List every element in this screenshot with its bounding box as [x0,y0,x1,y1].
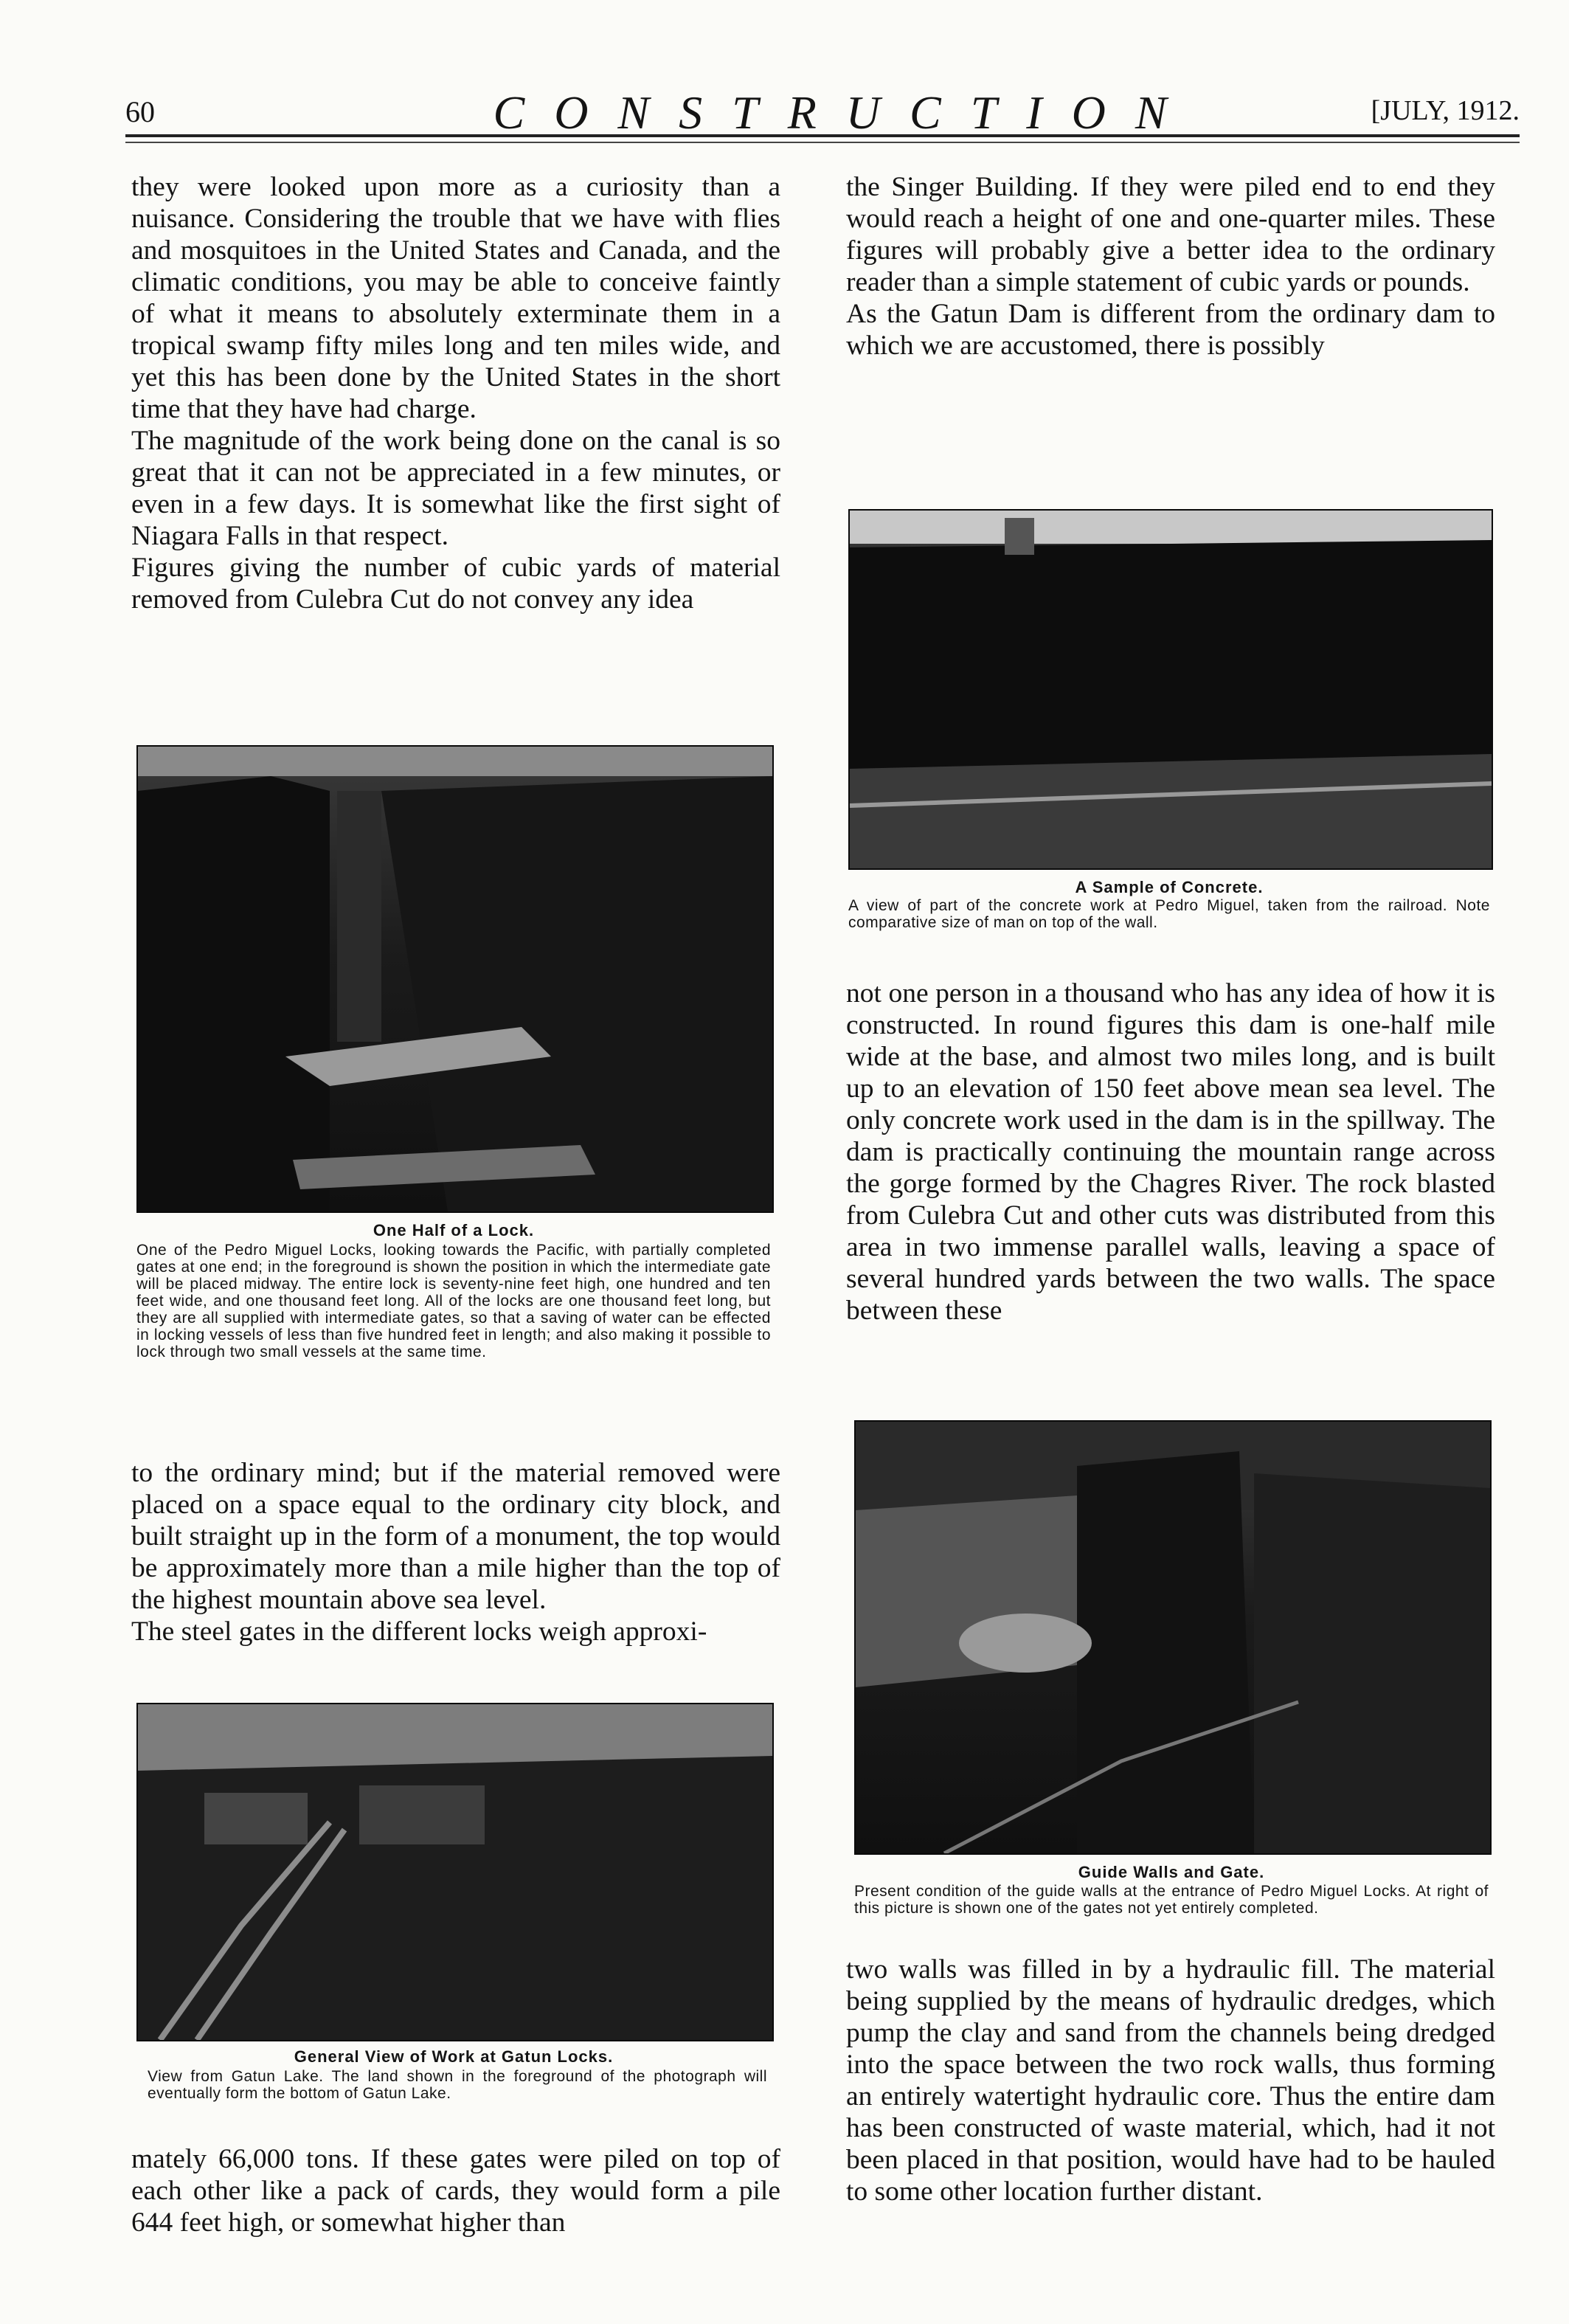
page-number: 60 [125,95,155,128]
col2-mid-text [846,978,1495,1327]
paragraph: the Singer Building. If they were piled end to end they would reach a height of one and one-quarter miles. These figures will probably give a better idea to the ordinary reader than a simple statement of cubic yards or pounds. [846,172,1495,297]
header-rule [125,142,1520,143]
photo-guide-title: Guide Walls and Gate. [1078,1863,1265,1881]
issue-date: [JULY, 1912. [1371,95,1520,126]
paragraph: Figures giving the number of cubic yards of material removed from Culebra Cut do not convey any idea [131,553,780,615]
paragraph: not one person in a thousand who has any idea of how it is constructed. In round figures this dam is one-half mile wide at the base, and almost two miles long, and is built up to an elevation of 150 feet above mean sea level. The only concrete work used in the dam is in the spillway. The dam is practically continuing the mountain range across the gorge formed by the Chagres River. The rock blasted from Culebra Cut and other cuts was distributed from this area in two immense parallel walls, leaving a space of several hundred yards between the two walls. The space between these [846,978,1495,1326]
paragraph: The steel gates in the different locks weigh approxi- [131,1616,707,1647]
paragraph: they were looked upon more as a curiosity than a nuisance. Considering the trouble that we have with flies and mosquitoes in the United States and Canada, and the climatic conditions, you may be able to conceive faintly of what it means to absolutely exterminate them in a tropical swamp fifty miles long and ten miles wide, and yet this has been done by the United States in the short time that they have had charge. [131,172,780,424]
paragraph: mately 66,000 tons. If these gates were piled on top of each other like a pack of cards, they would form a pile 644 feet high, or somewhat higher than [131,2144,780,2238]
photo-lock-caption: One of the Pedro Miguel Locks, looking towards the Pacific, with partially completed gates at one end; in the foreground is shown the position in which the intermediate gate will be placed midway. The entire lock is seventy-nine feet high, one hundred and ten feet wide, and one thousand feet long. All of the locks are one thousand feet long, but they are all supplied with intermediate gates, so that a saving of water can be effected in locking vessels of less than five hundred feet in length; and also making it possible to lock through two small vessels at the same time. [136,1242,771,1360]
photo-gatun-title: General View of Work at Gatun Locks. [294,2047,614,2066]
col1-bottom-text [131,2143,780,2238]
photo-lock-title: One Half of a Lock. [373,1221,535,1239]
col2-top-text [846,171,1495,362]
page-header [125,83,1520,137]
paragraph: As the Gatun Dam is different from the ordinary dam to which we are accustomed, there is possibly [846,299,1495,361]
paragraph: The magnitude of the work being done on the canal is so great that it can not be appreciated in a few minutes, or even in a few days. It is somewhat like the first sight of Niagara Falls in that respect. [131,426,780,551]
paragraph: two walls was filled in by a hydraulic fill. The material being supplied by the means of hydraulic dredges, which pump the clay and sand from the channels being dredged into the space between the two rock walls, thus forming an entirely watertight hydraulic core. Thus the entire dam has been constructed of waste material, which, had it not been placed in that position, would have had to be hauled to some other location further distant. [846,1954,1495,2207]
photo-concrete [848,509,1493,870]
col1-top-text [131,171,780,615]
photo-lock [136,745,774,1213]
magazine-title: CONSTRUCTION [493,86,1196,139]
col1-mid-text [131,1457,780,1647]
photo-gatun [136,1703,774,2041]
photo-concrete-title: A Sample of Concrete. [1075,878,1264,896]
photo-guide [854,1420,1492,1855]
paragraph: to the ordinary mind; but if the material removed were placed on a space equal to the ordinary city block, and built straight up in the form of a monument, the top would be approximately more than a mile higher than the top of the highest mountain above sea level. [131,1458,780,1615]
photo-concrete-caption: A view of part of the concrete work at Pedro Miguel, taken from the railroad. Note comparative size of man on top of the wall. [848,897,1490,931]
col2-bottom-text [846,1954,1495,2207]
photo-gatun-caption: View from Gatun Lake. The land shown in the foreground of the photograph will eventually form the bottom of Gatun Lake. [148,2068,767,2102]
photo-guide-caption: Present condition of the guide walls at the entrance of Pedro Miguel Locks. At right of this picture is shown one of the gates not yet entirely completed. [854,1883,1489,1917]
